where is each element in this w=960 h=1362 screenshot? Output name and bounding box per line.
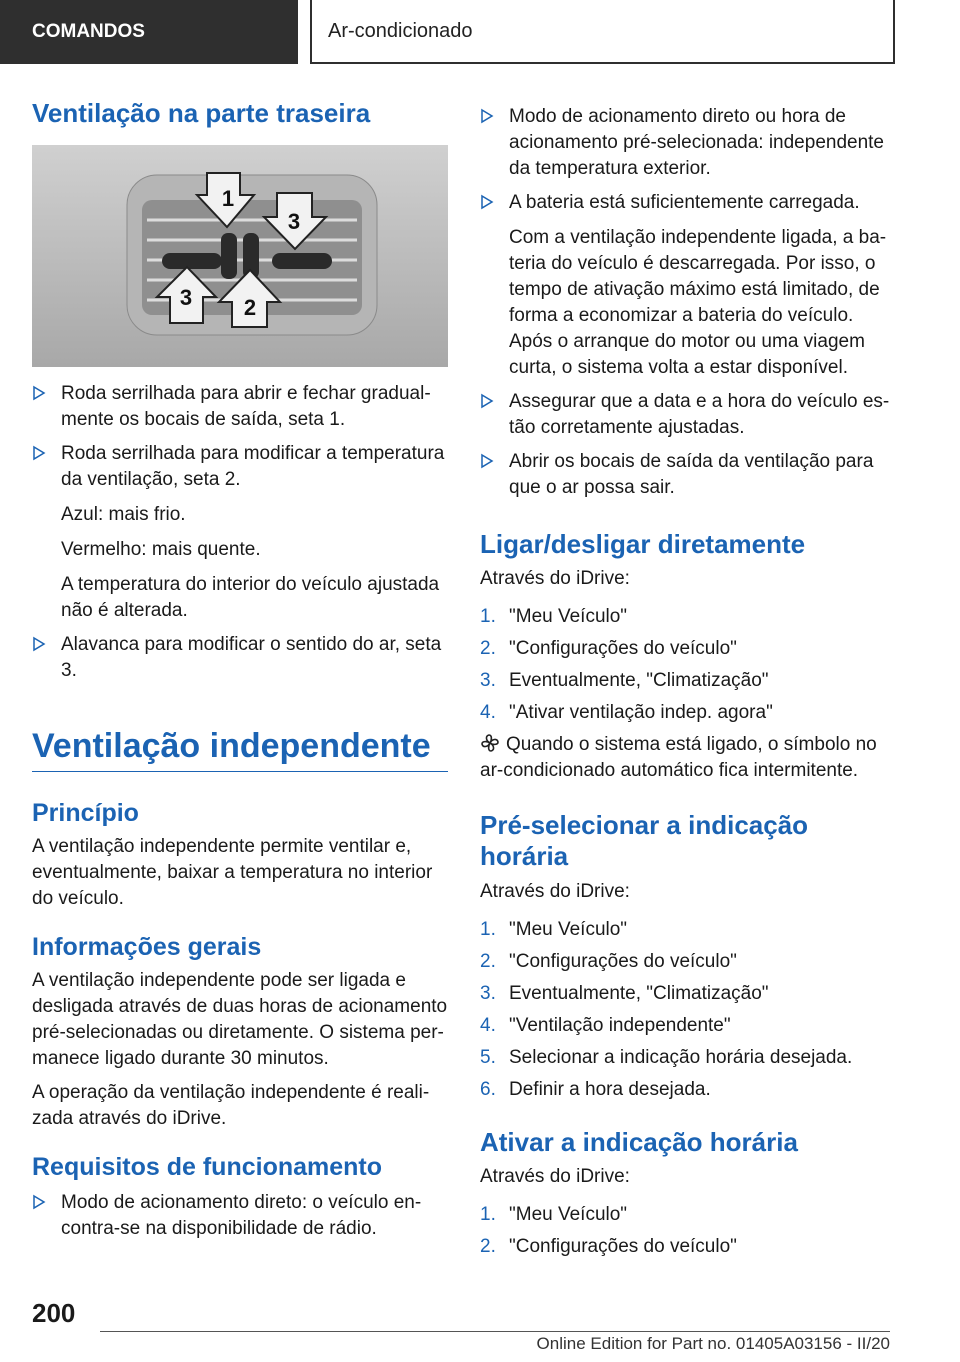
- vent-illustration: [32, 145, 448, 367]
- independent-heading: [32, 726, 448, 772]
- sub-paragraph: Vermelho: mais quente.: [61, 539, 261, 561]
- arrow-label-3a: 3: [287, 209, 301, 235]
- direct-title: Ligar/desligar diretamente: [480, 529, 806, 559]
- fan-icon: [480, 733, 500, 753]
- section-title: COMANDOS: [32, 21, 145, 42]
- triangle-bullet-icon: [32, 445, 46, 461]
- page-number: 200: [32, 1298, 76, 1328]
- sub-paragraph: A temperatura do interior do veículo ajustada não é alterada.: [61, 574, 440, 622]
- list-item: A bateria está suficientemente carregada. Com a ventilação independente ligada, a ba-teria do veículo é descarregada. Por isso, o tempo de ativação máximo está limitado, de forma a economizar a bateria do veículo. Após o arranque do motor ou uma viagem curta, o sistema volta a estar disponível.: [480, 190, 890, 381]
- triangle-bullet-icon: [480, 108, 494, 124]
- left-column: [32, 98, 448, 1242]
- sub-paragraph: Azul: mais frio.: [61, 504, 186, 526]
- direct-note: Quando o sistema está ligado, o símbolo no ar-condicionado automático fica intermitente.: [480, 734, 877, 782]
- list-item: 1. "Meu Veículo": [480, 1203, 628, 1225]
- principle-text: A ventilação independente permite ventilar e, eventualmente, baixar a temperatura no interior do veículo.: [32, 835, 433, 909]
- triangle-bullet-icon: [32, 385, 46, 401]
- activate-intro: Através do iDrive:: [480, 1165, 630, 1187]
- rear-vent-title: Ventilação na parte traseira: [32, 98, 371, 128]
- header-chapter: [310, 0, 895, 64]
- list-item: Alavanca para modificar o sentido do ar, seta 3.: [32, 632, 448, 684]
- triangle-bullet-icon: [480, 453, 494, 469]
- list-item: Roda serrilhada para modificar a temperatura da ventilação, seta 2. Azul: mais frio. Vermelho: mais quente. A temperatura do interior do veículo ajustada não é alterada.: [32, 441, 448, 624]
- requirements-title: Requisitos de funcionamento: [32, 1152, 383, 1181]
- direct-intro: Através do iDrive:: [480, 568, 630, 590]
- preselect-steps: [480, 917, 890, 1103]
- requirements-list-right: [480, 104, 890, 501]
- activate-title: Ativar a indicação horária: [480, 1126, 798, 1157]
- preselect-intro: Através do iDrive:: [480, 880, 630, 902]
- list-item: 4. "Ventilação independente": [480, 1014, 731, 1036]
- general-text: A operação da ventilação independente é reali-zada através do iDrive.: [32, 1081, 430, 1129]
- general-title: Informações gerais: [32, 932, 262, 961]
- right-column: [480, 104, 890, 1266]
- chapter-title: Ar-condicionado: [328, 19, 473, 42]
- list-item: 3. Eventualmente, "Climatização": [480, 670, 769, 692]
- list-item: 6. Definir a hora desejada.: [480, 1078, 711, 1100]
- direct-steps: [480, 604, 890, 726]
- list-item: Roda serrilhada para abrir e fechar gradual-mente os bocais de saída, seta 1.: [32, 381, 448, 433]
- arrow-label-3b: 3: [179, 285, 193, 311]
- list-item: 1. "Meu Veículo": [480, 606, 628, 628]
- triangle-bullet-icon: [32, 636, 46, 652]
- activate-steps: [480, 1202, 890, 1260]
- list-item: 1. "Meu Veículo": [480, 918, 628, 940]
- sub-paragraph: Com a ventilação independente ligada, a ba-teria do veículo é descarregada. Por isso, o tempo de ativação máximo está limitado, de forma a economizar a bateria do veículo. Após o arranque do motor ou uma viagem curta, o sistema volta a estar disponível.: [509, 227, 887, 378]
- list-item: 3. Eventualmente, "Climatização": [480, 982, 769, 1004]
- arrow-label-2: 2: [243, 295, 257, 321]
- list-item: Abrir os bocais de saída da ventilação para que o ar possa sair.: [480, 449, 890, 501]
- list-item: Modo de acionamento direto ou hora de acionamento pré-selecionada: independente da temperatura exterior.: [480, 104, 890, 182]
- footer-divider: [100, 1331, 890, 1332]
- list-item: Modo de acionamento direto: o veículo en-contra-se na disponibilidade de rádio.: [32, 1190, 448, 1242]
- header-section: [0, 0, 298, 64]
- preselect-title: Pré-selecionar a indicação horária: [480, 810, 809, 872]
- arrow-label-1: 1: [221, 186, 235, 212]
- triangle-bullet-icon: [480, 194, 494, 210]
- list-item: 4. "Ativar ventilação indep. agora": [480, 702, 773, 724]
- list-item: 2. "Configurações do veículo": [480, 950, 737, 972]
- triangle-bullet-icon: [480, 393, 494, 409]
- principle-title: Princípio: [32, 798, 139, 827]
- independent-title: Ventilação independente: [32, 727, 431, 766]
- list-item: 2. "Configurações do veículo": [480, 638, 737, 660]
- rear-vent-list: [32, 381, 448, 684]
- list-item: 5. Selecionar a indicação horária desejada.: [480, 1046, 853, 1068]
- triangle-bullet-icon: [32, 1194, 46, 1210]
- rear-vent-figure: [32, 145, 448, 367]
- general-text: A ventilação independente pode ser ligada e desligada através de duas horas de acionamento pré-selecionadas ou diretamente. O sistema per-manece ligado durante 30 minutos.: [32, 969, 448, 1069]
- requirements-list-left: [32, 1190, 448, 1242]
- list-item: 2. "Configurações do veículo": [480, 1235, 737, 1257]
- list-item: Assegurar que a data e a hora do veículo es-tão corretamente ajustadas.: [480, 389, 890, 441]
- footer-edition: Online Edition for Part no. 01405A03156 - II/20: [536, 1334, 890, 1353]
